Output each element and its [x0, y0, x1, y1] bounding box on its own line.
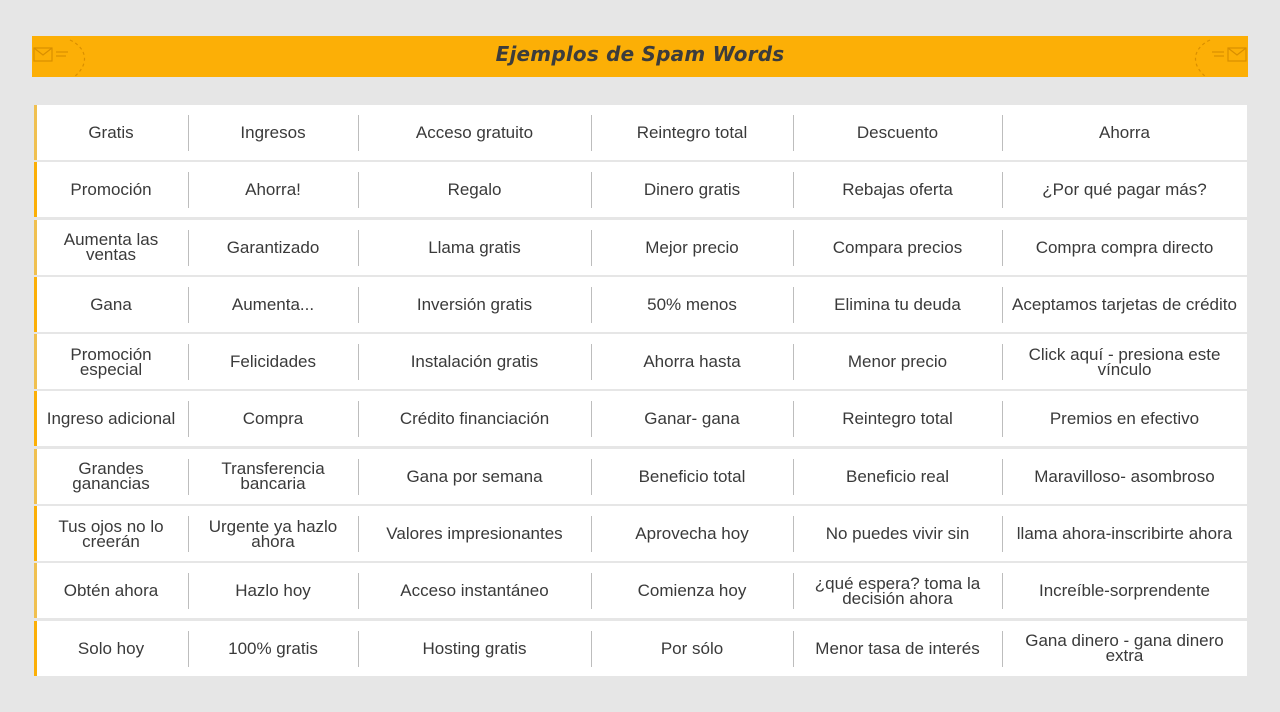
- table-cell: Reintegro total: [591, 105, 793, 160]
- table-cell: Promoción: [70, 180, 152, 200]
- table-cell: Promoción especial: [70, 344, 152, 379]
- table-row: [34, 391, 1247, 446]
- table-cell: ¿qué espera? toma la decisión ahora: [793, 563, 1002, 618]
- table-row: [34, 105, 1247, 160]
- table-cell: Gana: [90, 294, 132, 314]
- table-cell: Descuento: [793, 105, 1002, 160]
- table-cell: Compra compra directo: [1002, 220, 1247, 275]
- table-cell: Gana por semana: [358, 449, 591, 504]
- table-row: [34, 277, 1247, 332]
- table-cell: Comienza hoy: [591, 563, 793, 618]
- table-cell: Grandes ganancias: [72, 459, 150, 494]
- table-cell: Hosting gratis: [358, 621, 591, 676]
- table-row: [34, 334, 1247, 389]
- table-cell: Hazlo hoy: [188, 563, 358, 618]
- table-cell: No puedes vivir sin: [793, 506, 1002, 561]
- title-banner: [32, 36, 1248, 77]
- table-cell: Transferencia bancaria: [188, 449, 358, 504]
- table-cell: Ganar- gana: [591, 391, 793, 446]
- table-cell: Beneficio real: [793, 449, 1002, 504]
- table-cell: Aumenta las ventas: [63, 230, 159, 265]
- page-title: Ejemplos de Spam Words: [495, 42, 785, 66]
- table-row: [34, 506, 1247, 561]
- table-cell: Beneficio total: [591, 449, 793, 504]
- table-cell: Increíble-sorprendente: [1002, 563, 1247, 618]
- table-cell: 50% menos: [591, 277, 793, 332]
- table-cell: Acceso gratuito: [358, 105, 591, 160]
- table-row: [34, 563, 1247, 618]
- table-cell: 100% gratis: [188, 621, 358, 676]
- table-cell: Garantizado: [188, 220, 358, 275]
- table-cell: Maravilloso- asombroso: [1002, 449, 1247, 504]
- table-cell: Tus ojos no lo creerán: [58, 516, 164, 551]
- table-cell: Llama gratis: [358, 220, 591, 275]
- table-cell: Compra: [188, 391, 358, 446]
- table-cell: Premios en efectivo: [1002, 391, 1247, 446]
- table-cell: Aceptamos tarjetas de crédito: [1002, 277, 1247, 332]
- table-cell: Instalación gratis: [358, 334, 591, 389]
- table-row: [34, 449, 1247, 504]
- table-cell: Inversión gratis: [358, 277, 591, 332]
- table-cell: Solo hoy: [77, 638, 145, 658]
- table-cell: Compara precios: [793, 220, 1002, 275]
- table-cell: Regalo: [358, 162, 591, 217]
- table-cell: Ahorra!: [188, 162, 358, 217]
- table-cell: Ahorra: [1002, 105, 1247, 160]
- spam-words-table: [34, 105, 1247, 678]
- table-cell: ¿Por qué pagar más?: [1002, 162, 1247, 217]
- table-cell: Gana dinero - gana dinero extra: [1002, 621, 1247, 676]
- table-row: [34, 162, 1247, 217]
- table-row: [34, 621, 1247, 676]
- table-cell: Click aquí - presiona este vínculo: [1002, 334, 1247, 389]
- table-cell: Elimina tu deuda: [793, 277, 1002, 332]
- table-cell: Acceso instantáneo: [358, 563, 591, 618]
- table-cell: Crédito financiación: [358, 391, 591, 446]
- table-cell: Reintegro total: [793, 391, 1002, 446]
- table-cell: Ingreso adicional: [46, 409, 176, 429]
- table-cell: Aumenta...: [188, 277, 358, 332]
- table-cell: Felicidades: [188, 334, 358, 389]
- envelope-icon: [1188, 36, 1248, 77]
- table-cell: Por sólo: [591, 621, 793, 676]
- table-cell: Urgente ya hazlo ahora: [188, 506, 358, 561]
- table-cell: Aprovecha hoy: [591, 506, 793, 561]
- table-cell: Obtén ahora: [63, 581, 159, 601]
- table-cell: Gratis: [88, 123, 134, 142]
- table-cell: Ingresos: [188, 105, 358, 160]
- table-cell: Menor tasa de interés: [793, 621, 1002, 676]
- table-cell: llama ahora-inscribirte ahora: [1002, 506, 1247, 561]
- table-cell: Mejor precio: [591, 220, 793, 275]
- table-cell: Menor precio: [793, 334, 1002, 389]
- table-row: [34, 220, 1247, 275]
- table-cell: Rebajas oferta: [793, 162, 1002, 217]
- table-cell: Dinero gratis: [591, 162, 793, 217]
- table-cell: Valores impresionantes: [358, 506, 591, 561]
- table-cell: Ahorra hasta: [591, 334, 793, 389]
